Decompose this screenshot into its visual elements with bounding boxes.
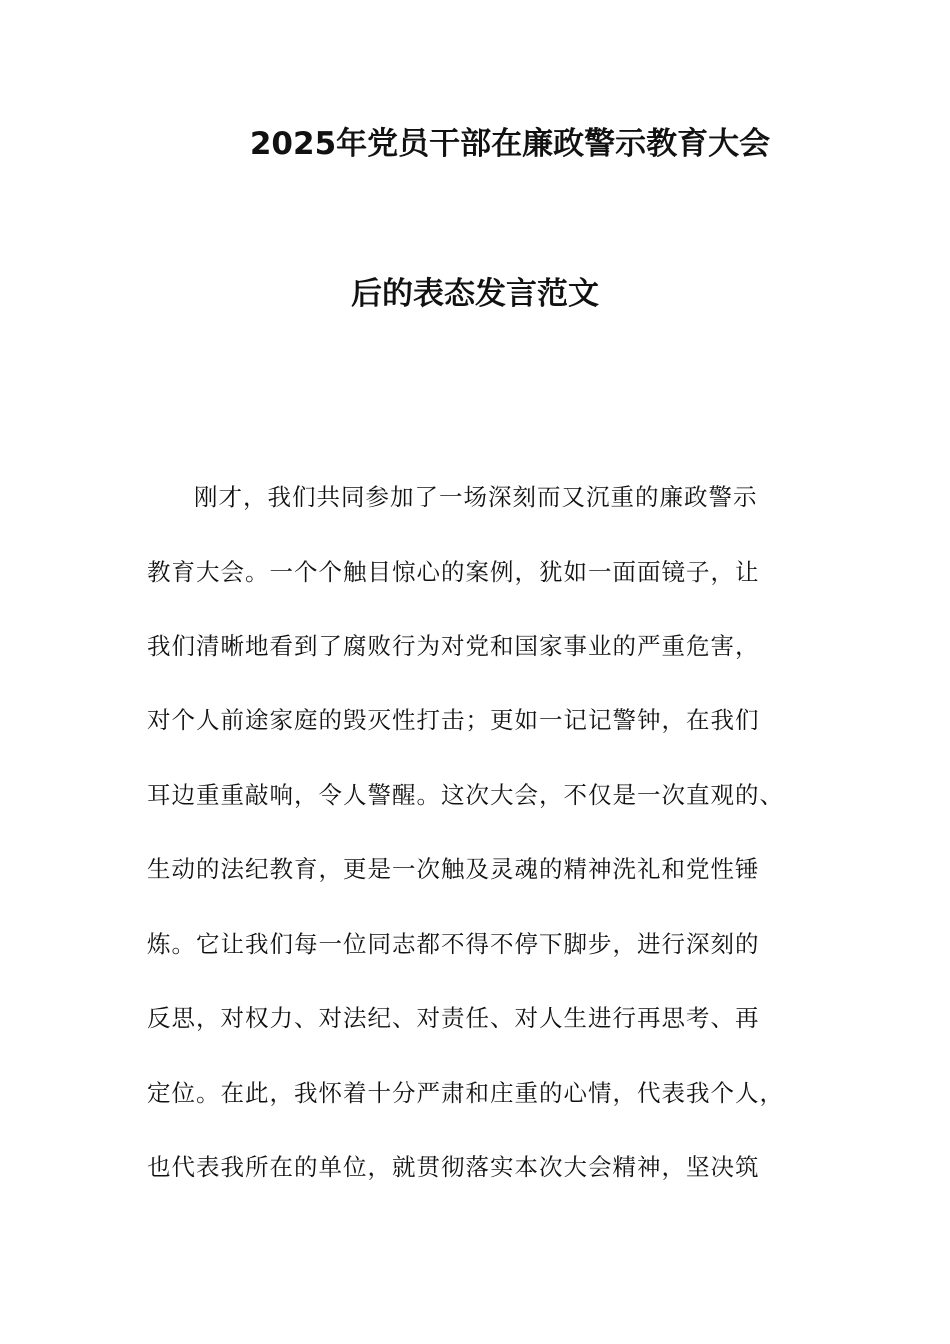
body-paragraph-line: 也代表我所在的单位，就贯彻落实本次大会精神，坚决筑 — [147, 1153, 760, 1181]
body-paragraph-line: 耳边重重敲响，令人警醒。这次大会，不仅是一次直观的、 — [147, 781, 784, 809]
body-paragraph-line: 定位。在此，我怀着十分严肃和庄重的心情，代表我个人， — [147, 1079, 784, 1107]
body-paragraph-line: 生动的法纪教育，更是一次触及灵魂的精神洗礼和党性锤 — [147, 855, 760, 883]
body-paragraph-line: 炼。它让我们每一位同志都不得不停下脚步，进行深刻的 — [147, 930, 760, 958]
document-title-line-2: 后的表态发言范文 — [351, 276, 599, 312]
document-title-line-1: 2025年党员干部在廉政警示教育大会 — [249, 126, 771, 162]
body-paragraph-line: 我们清晰地看到了腐败行为对党和国家事业的严重危害， — [147, 632, 760, 660]
body-paragraph-line: 对个人前途家庭的毁灭性打击；更如一记记警钟，在我们 — [147, 706, 760, 734]
body-paragraph-line: 教育大会。一个个触目惊心的案例，犹如一面面镜子，让 — [147, 558, 760, 586]
body-paragraph-line: 反思，对权力、对法纪、对责任、对人生进行再思考、再 — [147, 1004, 760, 1032]
body-paragraph-line: 刚才，我们共同参加了一场深刻而又沉重的廉政警示 — [194, 483, 758, 511]
